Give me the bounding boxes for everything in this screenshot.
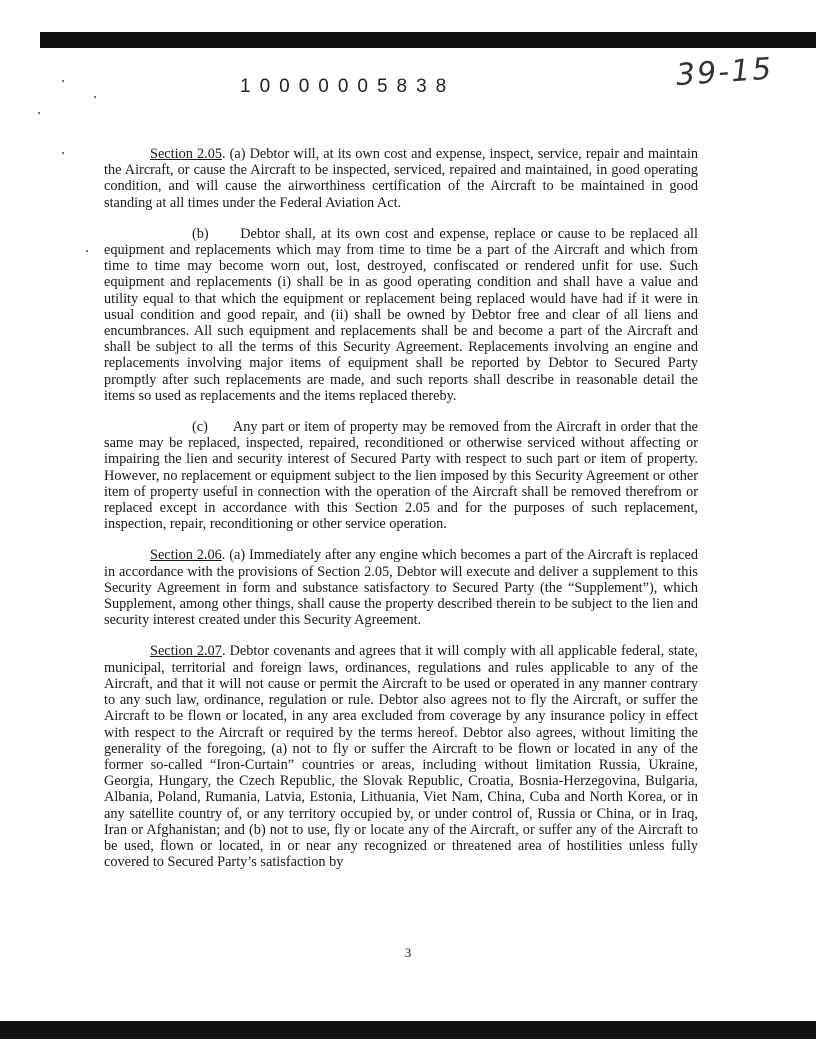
bottom-scan-border — [0, 1021, 816, 1039]
section-heading: Section 2.05 — [150, 146, 222, 162]
paragraph-text: . (a) Debtor will, at its own cost and expense, inspect, service, repair and maintain the Aircraft, or cause the Aircraft to be inspected, serviced, repaired and maintained, in good operating condition, and will cause the airworthiness certification of the Aircraft to be maintained in good standing at all times under the Federal Aviation Act. — [104, 146, 698, 211]
top-scan-border — [40, 32, 816, 48]
handwritten-annotation: 39-15 — [674, 51, 775, 94]
document-stamp-number: 10000005838 — [240, 76, 456, 97]
scan-speck — [86, 250, 88, 252]
paragraph-text: . (a) Immediately after any engine which becomes a part of the Aircraft is replaced in accordance with the provisions of Section 2.05, Debtor will execute and deliver a supplement to this Security Agreement in form and substance satisfactory to Secured Party (the “Supplement”), which Supplement, among other things, shall cause the property described therein to be subject to the lien and security interest created under this Security Agreement. — [104, 547, 698, 629]
paragraph-text: (c) Any part or item of property may be removed from the Aircraft in order that the same may be replaced, inspected, repaired, reconditioned or otherwise serviced without affecting or impairing the lien and security interest of Secured Party with respect to such part or item of property. However, no replacement or equipment subject to the lien imposed by this Security Agreement or other item of property useful in connection with the operation of the Aircraft shall be removed therefrom or replaced except in accordance with this Section 2.05 and for the purposes of such replacement, inspection, repair, reconditioning or other service operation. — [104, 419, 698, 533]
section-2-05-a — [104, 146, 698, 211]
section-2-05-c — [104, 419, 698, 532]
document-body — [104, 146, 698, 885]
section-2-06 — [104, 547, 698, 628]
section-heading: Section 2.07 — [150, 643, 222, 660]
scan-speck — [94, 96, 96, 98]
paragraph-text: (b) Debtor shall, at its own cost and expense, replace or cause to be replaced all equipment and replacements which may from time to time be a part of the Aircraft and which from time to time may become worn out, lost, destroyed, confiscated or rendered unfit for use. Such equipment and replacements (i) shall be in as good operating condition and shall have a value and utility equal to that which the equipment or replacement being replaced would have had if it were in usual condition and good repair, and (ii) shall be owned by Debtor free and clear of all liens and encumbrances. All such equipment and replacements shall be and become a part of the Aircraft and shall be subject to all the terms of this Security Agreement. Replacements involving an engine and replacements involving major items of equipment shall be reported by Debtor to Secured Party promptly after such replacements are made, and such reports shall describe in reasonable detail the items so used as replacements and the items replaced thereby. — [104, 225, 698, 404]
section-2-07 — [104, 643, 698, 870]
section-2-05-b — [104, 226, 698, 404]
section-heading: Section 2.06 — [150, 547, 222, 564]
scan-speck — [62, 80, 64, 82]
scan-speck — [38, 112, 40, 114]
paragraph-text: . Debtor covenants and agrees that it will comply with all applicable federal, state, municipal, territorial and foreign laws, ordinances, regulations and rules applicable to any of the Aircraft, and that it will not cause or permit the Aircraft to be used or operated in any manner contrary to any such law, ordinance, regulation or rule. Debtor also agrees not to fly the Aircraft, or suffer the Aircraft to be flown or located, in any area excluded from coverage by any insurance policy in effect with respect to the Aircraft or required by the terms hereof. Debtor also agrees, without limiting the generality of the foregoing, (a) not to fly or suffer the Aircraft to be flown or located in any of the former so-called “Iron-Curtain” countries or areas, including without limitation Russia, Ukraine, Georgia, Hungary, the Czech Republic, the Slovak Republic, Croatia, Bosnia-Herzegovina, Bulgaria, Albania, Poland, Rumania, Latvia, Estonia, Lithuania, Viet Nam, China, Cuba and North Korea, or in any satellite country of, or any territory occupied by, or under control of, Russia or China, or in Iraq, Iran or Afghanistan; and (b) not to use, fly or locate any of the Aircraft, or suffer any of the Aircraft to be used, flown or located, in or near any recognized or threatened area of hostilities unless fully covered to Secured Party’s satisfaction by — [104, 643, 699, 871]
page-number: 3 — [404, 945, 412, 960]
scan-speck — [62, 152, 64, 154]
